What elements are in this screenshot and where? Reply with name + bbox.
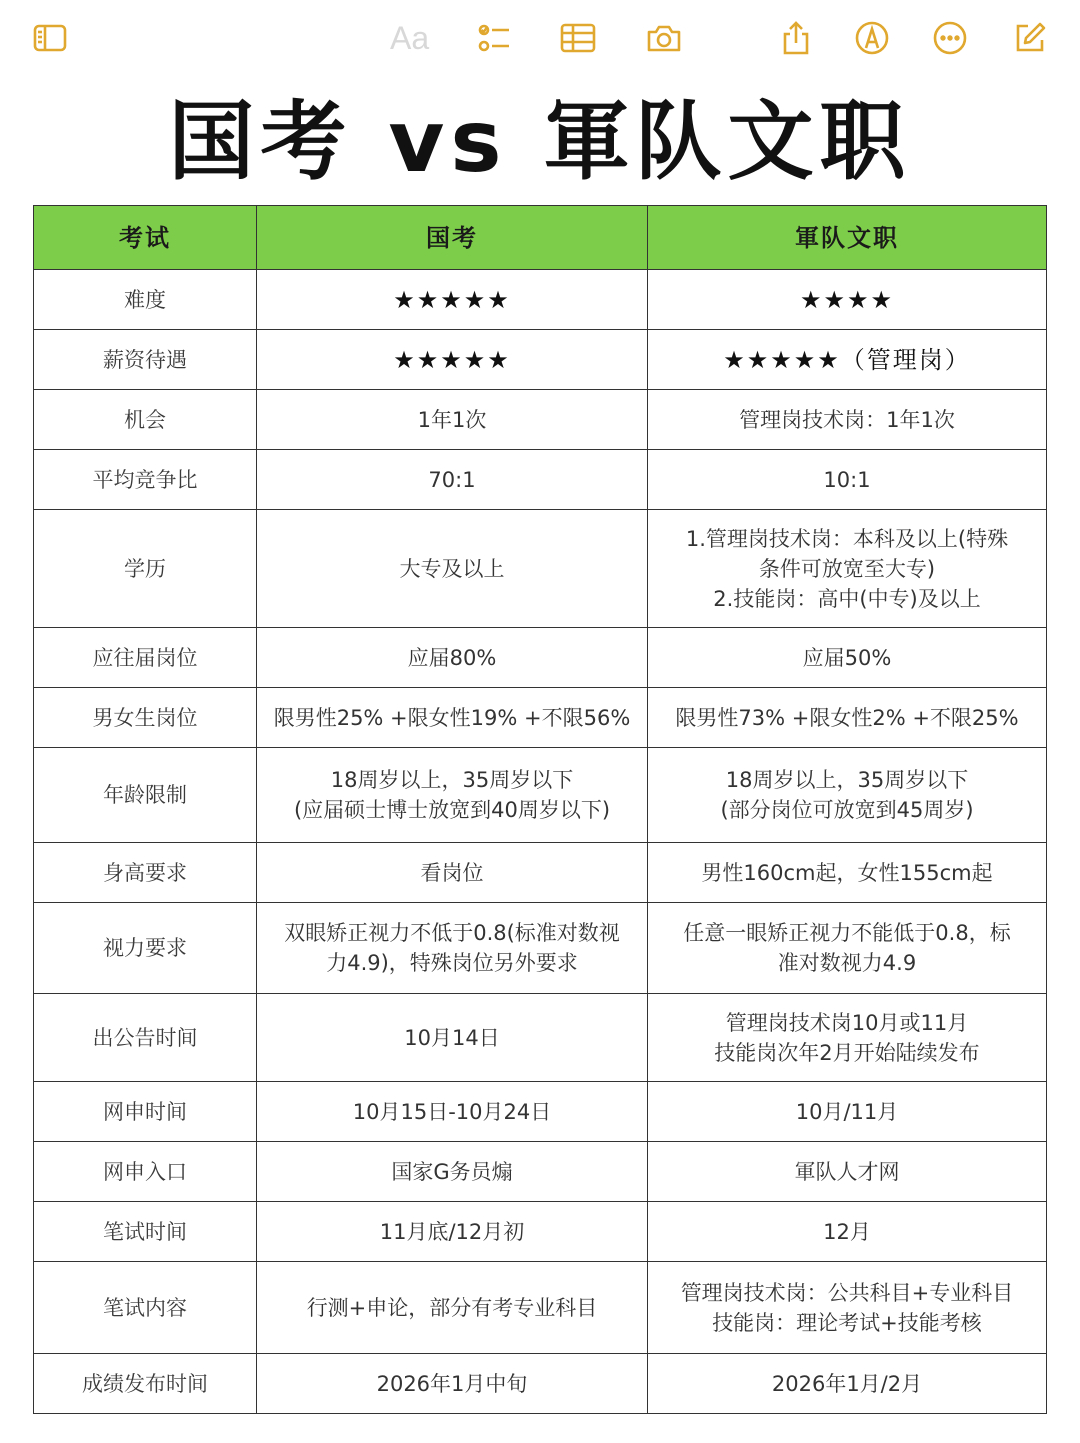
table-row [34,450,1047,510]
row-label: 学历 [34,510,257,628]
cell-text: 18周岁以上，35周岁以下 [725,768,969,792]
cell-text: ★★★★★ [393,285,511,314]
cell-text: (应届硕士博士放宽到40周岁以下) [293,798,611,822]
notes-toolbar [0,0,1080,78]
table-row [34,510,1047,628]
guokao-cell [257,1142,648,1202]
junzhi-cell [648,1262,1047,1354]
guokao-cell [257,994,648,1082]
guokao-cell [257,1082,648,1142]
junzhi-cell [648,843,1047,903]
guokao-cell [257,1354,648,1414]
table-row [34,1262,1047,1354]
row-label: 笔试内容 [34,1262,257,1354]
cell-text: 10:1 [823,467,871,492]
share-icon[interactable] [776,18,816,58]
cell-text: 行测+申论，部分有考专业科目 [306,1295,598,1320]
row-label: 应往届岗位 [34,628,257,688]
cell-text: 管理岗技术岗10月或11月 [725,1010,969,1035]
cell-text: 11月底/12月初 [379,1219,525,1244]
text-format-icon[interactable]: Aa [390,20,430,56]
guokao-cell [257,688,648,748]
table-row [34,1142,1047,1202]
table-row [34,1354,1047,1414]
cell-text: 力4.9)，特殊岗位另外要求 [326,951,578,975]
table-row [34,688,1047,748]
cell-text: 技能岗：理论考试+技能考核 [712,1310,982,1335]
row-label: 男女生岗位 [34,688,257,748]
cell-text: 应届80% [407,645,497,670]
cell-text: 限男性73% +限女性2% +不限25% [675,705,1019,730]
row-label: 年龄限制 [34,748,257,843]
table-row [34,994,1047,1082]
guokao-cell [257,1262,648,1354]
cell-text: 男性160cm起，女性155cm起 [701,860,993,885]
cell-text: 1年1次 [417,407,487,432]
row-label: 平均竞争比 [34,450,257,510]
row-label: 网申入口 [34,1142,257,1202]
cell-text: 軍队人才网 [794,1159,900,1184]
cell-text: 看岗位 [420,860,484,885]
guokao-cell [257,1202,648,1262]
guokao-cell [257,330,648,390]
compose-icon[interactable] [1010,18,1050,58]
guokao-cell [257,843,648,903]
table-row [34,390,1047,450]
row-label: 机会 [34,390,257,450]
guokao-cell [257,270,648,330]
table-row [34,1202,1047,1262]
sidebar-icon[interactable] [30,18,70,58]
cell-text: 技能岗次年2月开始陆续发布 [714,1040,980,1065]
cell-text: ★★★★★ [393,345,511,374]
cell-text: 任意一眼矫正视力不能低于0.8，标 [683,921,1011,945]
header-exam: 考试 [34,206,257,270]
junzhi-cell [648,1202,1047,1262]
cell-text: 条件可放宽至大专) [758,556,936,581]
table-header-row [34,206,1047,270]
cell-text: 12月 [823,1219,871,1244]
row-label: 出公告时间 [34,994,257,1082]
junzhi-cell [648,510,1047,628]
guokao-cell [257,903,648,994]
row-label: 笔试时间 [34,1202,257,1262]
cell-text: 国家G务员煽 [391,1159,513,1184]
junzhi-cell [648,994,1047,1082]
guokao-cell [257,628,648,688]
checklist-icon[interactable] [474,18,514,58]
cell-text: 18周岁以上，35周岁以下 [330,768,574,792]
camera-icon[interactable] [644,18,684,58]
table-row [34,903,1047,994]
cell-text: ★★★★ [799,285,895,314]
cell-text: 准对数视力4.9 [777,951,917,975]
markup-pen-icon[interactable] [852,18,892,58]
cell-text: 10月/11月 [795,1099,899,1124]
cell-text: 大专及以上 [399,556,505,581]
cell-text: 70:1 [428,467,476,492]
junzhi-cell [648,390,1047,450]
header-guokao: 国考 [257,206,648,270]
row-label: 难度 [34,270,257,330]
junzhi-cell [648,1142,1047,1202]
table-row [34,628,1047,688]
cell-text: ★★★★★（管理岗） [723,345,971,374]
junzhi-cell [648,270,1047,330]
cell-text: 管理岗技术岗：公共科目+专业科目 [680,1280,1014,1305]
junzhi-cell [648,628,1047,688]
cell-text: 2026年1月中旬 [376,1371,528,1396]
table-row [34,330,1047,390]
junzhi-cell [648,1354,1047,1414]
table-icon[interactable] [558,18,598,58]
guokao-cell [257,390,648,450]
junzhi-cell [648,903,1047,994]
junzhi-cell [648,748,1047,843]
junzhi-cell [648,688,1047,748]
cell-text: 10月15日-10月24日 [352,1099,552,1124]
page-title: 国考 vs 軍队文职 [168,92,912,192]
cell-text: 应届50% [802,645,892,670]
guokao-cell [257,450,648,510]
row-label: 视力要求 [34,903,257,994]
cell-text: 管理岗技术岗：1年1次 [739,407,955,432]
comparison-table [33,205,1047,1414]
row-label: 成绩发布时间 [34,1354,257,1414]
cell-text: 双眼矫正视力不低于0.8(标准对数视 [284,921,620,945]
table-row [34,843,1047,903]
table-row [34,1082,1047,1142]
junzhi-cell [648,1082,1047,1142]
cell-text: 2026年1月/2月 [771,1371,923,1396]
row-label: 身高要求 [34,843,257,903]
table-row [34,270,1047,330]
cell-text: 限男性25% +限女性19% +不限56% [273,705,631,730]
cell-text: 10月14日 [404,1025,500,1050]
guokao-cell [257,748,648,843]
cell-text: 2.技能岗：高中(中专)及以上 [713,586,981,611]
table-row [34,748,1047,843]
guokao-cell [257,510,648,628]
header-junzhi: 軍队文职 [648,206,1047,270]
table-body [34,270,1047,1414]
junzhi-cell [648,450,1047,510]
more-icon[interactable] [930,18,970,58]
cell-text: (部分岗位可放宽到45周岁) [720,798,974,822]
junzhi-cell [648,330,1047,390]
cell-text: 1.管理岗技术岗：本科及以上(特殊 [685,526,1009,551]
row-label: 网申时间 [34,1082,257,1142]
row-label: 薪资待遇 [34,330,257,390]
